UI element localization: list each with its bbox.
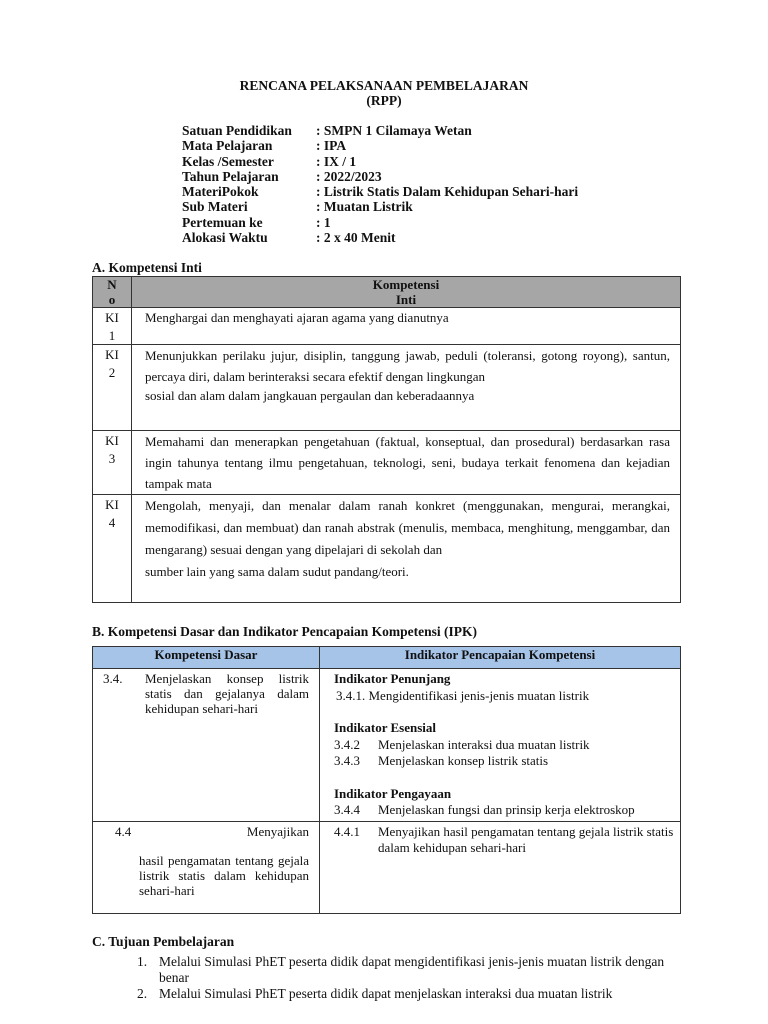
tujuan-list [137,954,682,1002]
ki-number [93,308,132,345]
indikator-code: 4.4.1 [334,823,360,839]
meta-row [182,215,662,230]
kd-entry [103,671,309,716]
meta-label: Tahun Pelajaran [182,168,279,184]
meta-row [182,199,662,214]
meta-label: Sub Materi [182,199,248,215]
indikator-item [334,753,674,770]
kd-entry-head [103,824,309,839]
kd-code: 4.4 [115,823,132,839]
list-text: Melalui Simulasi PhET peserta didik dapat mengidentifikasi jenis-jenis muatan listrik dengan benar [159,954,665,985]
indikator-text: Menyajikan hasil pengamatan tentang gejala listrik statis dalam kehidupan sehari-hari [378,823,674,855]
meta-row [182,138,662,153]
table-row [93,495,681,603]
identity-block [182,123,662,245]
ki-description [132,345,681,431]
meta-label: Mata Pelajaran [182,138,273,154]
meta-value: : IPA [316,138,347,154]
table-row [93,669,681,822]
table-header-row [93,277,681,308]
kd-text: hasil pengamatan tentang gejala listrik statis dalam kehidupan sehari-hari [139,852,309,898]
indikator-text: Menjelaskan fungsi dan prinsip kerja elektroskop [378,802,635,817]
meta-value: : 2022/2023 [316,168,382,184]
meta-row [182,230,662,245]
table-row [93,308,681,345]
meta-value: : 2 x 40 Menit [316,230,396,246]
kd-cell [93,821,320,913]
header-indikator: Indikator Pencapaian Kompetensi [320,647,681,669]
header-ki-line: Kompetensi [372,277,440,292]
kd-text: Menjelaskan konsep listrik statis dan gejalanya dalam kehidupan sehari-hari [145,671,309,716]
indikator-item [334,737,674,754]
ki-no-line: 4 [108,515,116,530]
kompetensi-inti-table [92,276,681,603]
table-header-row [93,647,681,669]
ki-number [93,431,132,495]
header-kompetensi-dasar: Kompetensi Dasar [93,647,320,669]
meta-row [182,184,662,199]
indikator-code: 3.4.2 [334,736,360,752]
indikator-penunjang-heading: Indikator Penunjang [334,671,451,686]
header-kompetensi-inti [132,277,681,308]
document-title: RENCANA PELAKSANAAN PEMBELAJARAN [239,78,529,93]
section-a-heading: A. Kompetensi Inti [92,260,202,275]
ki-number [93,495,132,603]
table-row [93,431,681,495]
kd-code: 3.4. [103,671,123,686]
section-b-heading: B. Kompetensi Dasar dan Indikator Pencapaian Kompetensi (IPK) [92,624,478,639]
header-ki-line: Inti [395,292,417,307]
indikator-item [334,824,674,857]
indikator-cell [320,669,681,822]
ki-description [132,308,681,345]
document-subtitle: (RPP) [366,93,402,108]
ki-no-line: 2 [108,365,116,380]
ki-description [132,431,681,495]
list-item [137,954,682,986]
indikator-item: 3.4.1. Mengidentifikasi jenis-jenis muatan listrik [336,687,590,703]
meta-label: Alokasi Waktu [182,230,268,246]
meta-label: Pertemuan ke [182,214,263,230]
ki-no-line: KI [105,310,119,325]
indikator-cell [320,821,681,913]
ki-no-line: KI [105,433,119,448]
ki-line: Menghargai dan menghayati ajaran agama yang dianutnya [145,310,449,325]
meta-value: : IX / 1 [316,153,357,169]
indikator-text: Menjelaskan interaksi dua muatan listrik [378,736,590,752]
meta-value: : Muatan Listrik [316,199,413,215]
indikator-item [334,802,674,819]
indikator-code: 3.4.3 [334,753,360,768]
ki-no-line: KI [105,497,119,512]
meta-label: Satuan Pendidikan [182,123,292,138]
table-row [93,821,681,913]
ki-line: sumber lain yang sama dalam sudut pandang/teori. [145,564,409,579]
indikator-pengayaan-heading: Indikator Pengayaan [334,785,452,801]
kd-cell [93,669,320,822]
meta-label: MateriPokok [182,184,259,200]
table-row [93,345,681,431]
ki-line: Menunjukkan perilaku jujur, disiplin, tanggung jawab, peduli (toleransi, gotong royong), santun, percaya diri, dalam berinteraksi secara efektif dengan lingkungan [145,348,670,384]
list-item [137,986,682,1002]
indikator-text: Menjelaskan konsep listrik statis [378,753,549,768]
meta-value: : Listrik Statis Dalam Kehidupan Sehari-hari [316,184,579,200]
header-no [93,277,132,308]
header-no-line: o [108,292,116,307]
kompetensi-dasar-table [92,646,681,914]
ki-number [93,345,132,431]
meta-row [182,154,662,169]
meta-label: Kelas /Semester [182,153,274,169]
ki-line: Mengolah, menyaji, dan menalar dalam ranah konkret (menggunakan, mengurai, merangkai, memodifikasi, dan membuat) dan ranah abstrak (menulis, membaca, menghitung, menggambar, dan mengarang) sesuai dengan yang dipelajari di sekolah dan [145,498,670,557]
meta-row [182,169,662,184]
meta-value: : SMPN 1 Cilamaya Wetan [316,123,472,138]
indikator-code: 3.4.4 [334,802,360,817]
indikator-esensial-heading: Indikator Esensial [334,720,436,735]
list-number: 1. [137,954,148,969]
meta-row [182,123,662,138]
section-c-heading: C. Tujuan Pembelajaran [92,934,235,949]
ki-description [132,495,681,603]
ki-no-line: 1 [108,328,116,343]
kd-first-word: Menyajikan [246,823,309,839]
meta-value: : 1 [316,214,331,230]
list-number: 2. [137,986,148,1001]
ki-line: sosial dan alam dalam jangkauan pergaulan dan keberadaannya [145,388,475,403]
header-no-line: N [107,277,117,292]
ki-line: Memahami dan menerapkan pengetahuan (faktual, konseptual, dan prosedural) berdasarkan rasa ingin tahunya tentang ilmu pengetahuan, teknologi, seni, budaya terkait fenomena dan kejadian tampak mata [145,434,670,491]
ki-no-line: 3 [108,451,116,466]
list-text: Melalui Simulasi PhET peserta didik dapat menjelaskan interaksi dua muatan listrik [159,986,613,1001]
ki-no-line: KI [105,347,119,362]
